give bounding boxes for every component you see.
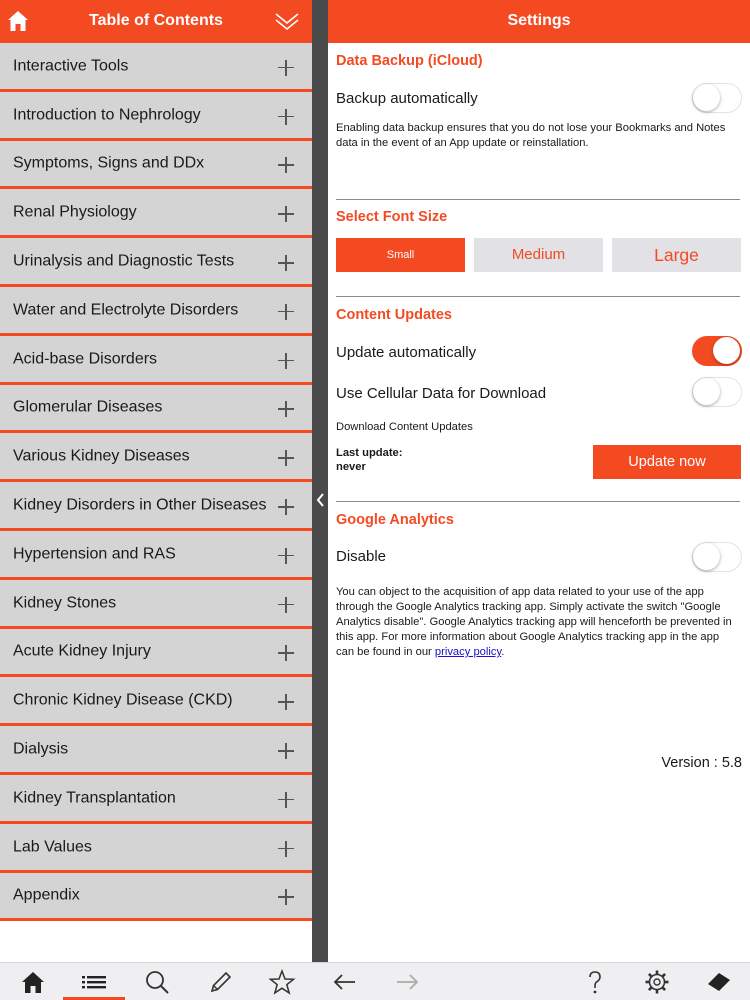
- settings-panel: [328, 0, 750, 962]
- cellular-toggle[interactable]: [692, 377, 742, 407]
- plus-icon[interactable]: [278, 450, 294, 466]
- cellular-label: Use Cellular Data for Download: [336, 385, 547, 402]
- update-auto-toggle[interactable]: [692, 336, 742, 366]
- plus-icon[interactable]: [278, 60, 294, 76]
- updates-section-title: Content Updates: [336, 307, 452, 323]
- font-size-large-button[interactable]: Large: [612, 238, 741, 272]
- toc-item[interactable]: [0, 629, 312, 678]
- analytics-note-text: You can object to the acquisition of app data related to your use of the app through the Google Analytics tracking app. Simply activate the switch "Google Analytics disable". Google Analytics tracking app will henceforth be prevented in this app. For more information about Google Analytics tracking app in the app can be found in our: [336, 586, 732, 658]
- toc-item[interactable]: [0, 775, 312, 824]
- toc-item-label: Various Kidney Diseases: [13, 447, 190, 465]
- analytics-note: [336, 585, 740, 660]
- last-update-label: Last update:: [336, 447, 403, 459]
- plus-icon[interactable]: [278, 304, 294, 320]
- table-of-contents-panel: [0, 0, 312, 962]
- toc-item[interactable]: [0, 189, 312, 238]
- toc-item[interactable]: [0, 385, 312, 434]
- toc-item[interactable]: [0, 531, 312, 580]
- update-auto-label: Update automatically: [336, 344, 477, 361]
- plus-icon[interactable]: [278, 401, 294, 417]
- toc-item-label: Kidney Transplantation: [13, 789, 176, 807]
- toc-item-label: Urinalysis and Diagnostic Tests: [13, 252, 235, 270]
- section-divider: [336, 501, 740, 502]
- toc-item-label: Renal Physiology: [13, 203, 137, 221]
- download-content-label: Download Content Updates: [336, 421, 473, 433]
- toc-header: [0, 0, 312, 43]
- toc-item[interactable]: [0, 677, 312, 726]
- settings-title: Settings: [507, 12, 571, 29]
- analytics-note-end: .: [501, 646, 505, 658]
- toc-item-label: Interactive Tools: [13, 57, 129, 75]
- plus-icon[interactable]: [278, 645, 294, 661]
- section-divider: [336, 199, 740, 200]
- toggle-knob: [693, 543, 720, 570]
- plus-icon[interactable]: [278, 499, 294, 515]
- privacy-policy-link[interactable]: privacy policy: [434, 646, 502, 658]
- toc-item[interactable]: [0, 824, 312, 873]
- toc-item[interactable]: [0, 238, 312, 287]
- list-icon[interactable]: [79, 967, 109, 997]
- plus-icon[interactable]: [278, 597, 294, 613]
- toc-item-label: Chronic Kidney Disease (CKD): [13, 691, 233, 709]
- toc-list: [0, 43, 312, 921]
- arrow-left-icon[interactable]: [330, 967, 360, 997]
- toc-item[interactable]: [0, 43, 312, 92]
- last-update-value: never: [336, 461, 366, 473]
- font-size-medium-button[interactable]: Medium: [474, 238, 603, 272]
- toc-item[interactable]: [0, 580, 312, 629]
- toc-item-label: Acid-base Disorders: [13, 350, 158, 368]
- settings-header: [328, 0, 750, 43]
- backup-section-title: Data Backup (iCloud): [336, 53, 483, 69]
- analytics-section-title: Google Analytics: [336, 512, 454, 528]
- toc-item[interactable]: [0, 433, 312, 482]
- analytics-disable-label: Disable: [336, 548, 387, 565]
- toc-item-label: Appendix: [13, 886, 80, 904]
- plus-icon[interactable]: [278, 889, 294, 905]
- update-now-button[interactable]: Update now: [593, 445, 741, 479]
- home-icon[interactable]: [7, 9, 29, 33]
- backup-note: Enabling data backup ensures that you do not lose your Bookmarks and Notes data in the event of an App update or reinstallation.: [336, 122, 726, 149]
- toc-item-label: Dialysis: [13, 740, 69, 758]
- toc-item[interactable]: [0, 726, 312, 775]
- toggle-knob: [713, 337, 740, 364]
- help-icon[interactable]: [580, 967, 610, 997]
- toc-item[interactable]: [0, 482, 312, 531]
- home-icon[interactable]: [18, 967, 48, 997]
- search-icon[interactable]: [142, 967, 172, 997]
- toc-item[interactable]: [0, 873, 312, 922]
- star-icon[interactable]: [267, 967, 297, 997]
- split-divider[interactable]: [312, 0, 328, 962]
- plus-icon[interactable]: [278, 353, 294, 369]
- font-section-title: Select Font Size: [336, 209, 448, 225]
- toc-item-label: Acute Kidney Injury: [13, 642, 151, 660]
- toc-item[interactable]: [0, 287, 312, 336]
- toc-item[interactable]: [0, 141, 312, 190]
- section-divider: [336, 296, 740, 297]
- backup-auto-toggle[interactable]: [692, 83, 742, 113]
- toc-item-label: Water and Electrolyte Disorders: [13, 301, 239, 319]
- version-label: Version : 5.8: [661, 755, 742, 771]
- toc-item-label: Symptoms, Signs and DDx: [13, 154, 205, 172]
- toc-item-label: Introduction to Nephrology: [13, 106, 201, 124]
- toc-item-label: Lab Values: [13, 838, 92, 856]
- toc-item[interactable]: [0, 92, 312, 141]
- bottom-toolbar: [0, 962, 750, 1000]
- toc-item-label: Kidney Stones: [13, 594, 117, 612]
- plus-icon[interactable]: [278, 255, 294, 271]
- toggle-knob: [693, 84, 720, 111]
- plus-icon[interactable]: [278, 109, 294, 125]
- collapse-all-icon[interactable]: [274, 11, 300, 33]
- pencil-icon[interactable]: [205, 967, 235, 997]
- plus-icon[interactable]: [278, 157, 294, 173]
- backup-auto-label: Backup automatically: [336, 90, 478, 107]
- toc-title: Table of Contents: [89, 12, 223, 29]
- plus-icon[interactable]: [278, 841, 294, 857]
- eraser-icon[interactable]: [704, 967, 734, 997]
- arrow-right-icon[interactable]: [392, 967, 422, 997]
- toc-item[interactable]: [0, 336, 312, 385]
- plus-icon[interactable]: [278, 548, 294, 564]
- gear-icon[interactable]: [642, 967, 672, 997]
- toc-item-label: Glomerular Diseases: [13, 398, 163, 416]
- plus-icon[interactable]: [278, 206, 294, 222]
- font-size-small-button[interactable]: Small: [336, 238, 465, 272]
- chevron-left-icon[interactable]: [315, 489, 325, 511]
- toc-item-label: Hypertension and RAS: [13, 545, 176, 563]
- analytics-disable-toggle[interactable]: [692, 542, 742, 572]
- plus-icon[interactable]: [278, 694, 294, 710]
- toggle-knob: [693, 378, 720, 405]
- plus-icon[interactable]: [278, 743, 294, 759]
- toc-item-label: Kidney Disorders in Other Diseases: [13, 496, 267, 514]
- plus-icon[interactable]: [278, 792, 294, 808]
